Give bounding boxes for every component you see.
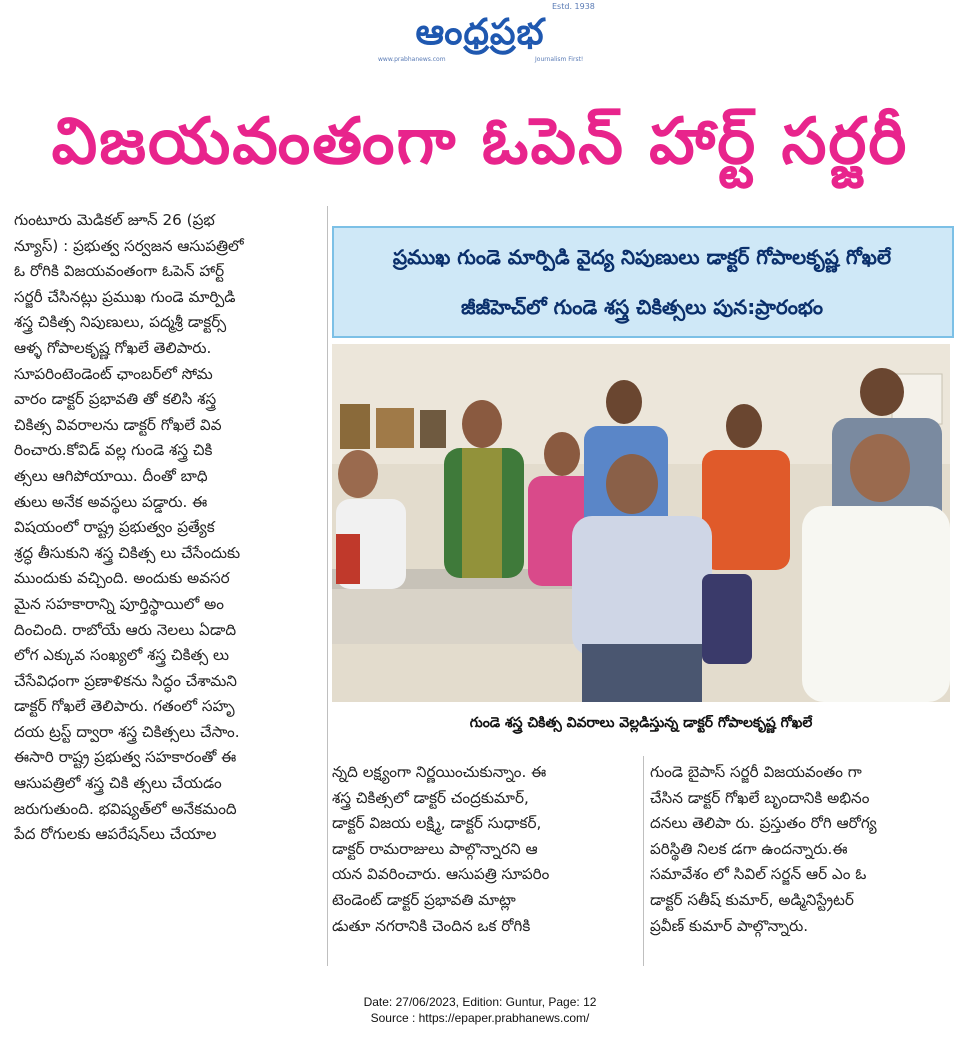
article-text-line: రించారు.కోవిడ్ వల్ల గుండె శస్త్ర చికి: [14, 441, 213, 460]
article-text-line: దనలు తెలిపా రు. ప్రస్తుతం రోగి ఆరోగ్య: [650, 814, 877, 833]
article-text-line: ఆళ్ళ గోపాలకృష్ణ గోఖలే తెలిపారు.: [14, 338, 212, 357]
article-text-line: శస్త్ర చికిత్స నిపుణులు, పద్మశ్రీ డాక్టర్స్: [14, 313, 227, 332]
photo-caption: గుండె శస్త్ర చికిత్స వివరాలు వెల్లడిస్తున్న డాక్టర్ గోపాలకృష్ణ గోఖలే: [469, 715, 813, 731]
photo-illustration: [332, 344, 950, 702]
article-text-line: శ్రద్ధ తీసుకుని శస్త్ర చికిత్స లు చేసేందుకు: [14, 543, 241, 562]
article-text-line: చేసిన డాక్టర్ గోఖలే బృందానికి అభినం: [650, 788, 870, 807]
article-text-line: డాక్టర్ రామరాజులు పాల్గొన్నారని ఆ: [332, 839, 538, 858]
column-divider: [643, 756, 644, 966]
article-text-line: న్నది లక్ష్యంగా నిర్ణయించుకున్నాం. ఈ: [332, 763, 547, 781]
subheading-1: ప్రముఖ గుండె మార్పిడి వైద్య నిపుణులు డాక్టర్ గోపాలకృష్ణ గోఖలే: [392, 245, 892, 269]
article-text-line: లోగ ఎక్కువ సంఖ్యలో శస్త్ర చికిత్స లు: [14, 646, 230, 665]
article-photo: [332, 344, 950, 702]
article-text-line: మైన సహకారాన్ని పూర్తిస్థాయిలో అం: [14, 594, 224, 613]
masthead: [0, 0, 960, 80]
article-text-line: ముందుకు వచ్చింది. అందుకు అవసర: [14, 569, 230, 588]
article-column-1: [14, 208, 324, 848]
article-column-3: [650, 760, 946, 939]
article-text-line: పరిస్థితి నిలక డగా ఉందన్నారు.ఈ: [650, 839, 848, 858]
footer-source: Source : https://epaper.prabhanews.com/: [370, 1011, 590, 1025]
article-text-line: దయ ట్రస్ట్ ద్వారా శస్త్ర చికిత్సలు చేసాం.: [14, 722, 240, 741]
article-text-line: శస్త్ర చికిత్సలో డాక్టర్ చంద్రకుమార్,: [332, 788, 529, 807]
article-text-line: దించింది. రాబోయే ఆరు నెలలు ఏడాది: [14, 620, 237, 639]
newspaper-logo: ఆంధ్రప్రభ: [415, 12, 545, 53]
article-text-line: గుంటూరు మెడికల్ జూన్ 26 (ప్రభ: [14, 211, 215, 229]
article-text-line: ఓ రోగికి విజయవంతంగా ఓపెన్ హార్ట్: [14, 262, 225, 281]
page-footer: [0, 994, 960, 1026]
article-text-line: ఆసుపత్రిలో శస్త్ర చికి త్సలు చేయడం: [14, 774, 222, 793]
logo-estd: Estd. 1938: [552, 2, 595, 11]
article-text-line: న్యూస్) : ప్రభుత్వ సర్వజన ఆసుపత్రిలో: [14, 236, 244, 255]
article-text-line: త్సలు ఆగిపోయాయి. దీంతో బాధి: [14, 466, 208, 485]
footer-date-edition: Date: 27/06/2023, Edition: Guntur, Page: 12: [363, 995, 597, 1009]
article-text-line: డాక్టర్ సతీష్ కుమార్, అడ్మినిస్ట్రేటర్: [650, 890, 854, 909]
subheading-box: [332, 226, 954, 338]
article-text-line: ప్రవీణ్ కుమార్ పాల్గొన్నారు.: [650, 916, 809, 935]
article-text-line: సమావేశం లో సివిల్ సర్జన్ ఆర్ ఎం ఓ: [650, 865, 867, 884]
article-headline: విజయవంతంగా ఓపెన్ హార్ట్ సర్జరీ: [51, 105, 909, 179]
article-text-line: టెండెంట్ డాక్టర్ ప్రభావతి మాట్లా: [332, 890, 516, 909]
article-text-line: జరుగుతుంది. భవిష్యత్‌లో అనేకమంది: [14, 799, 237, 818]
article-text-line: చికిత్స వివరాలను డాక్టర్ గోఖలే వివ: [14, 415, 222, 434]
article-text-line: ఈసారి రాష్ట్ర ప్రభుత్వ సహకారంతో ఈ: [14, 748, 237, 767]
article-text-line: సూపరింటెండెంట్ ఛాంబర్‌లో సోమ: [14, 364, 213, 383]
logo-url: www.prabhanews.com: [378, 56, 446, 63]
article-text-line: విషయంలో రాష్ట్ర ప్రభుత్వం ప్రత్యేక: [14, 518, 215, 537]
article-text-line: డుతూ నగరానికి చెందిన ఒక రోగికి: [332, 916, 531, 935]
article-text-line: సర్జరీ చేసినట్లు ప్రముఖ గుండె మార్పిడి: [14, 287, 236, 306]
article-text-line: డాక్టర్ గోఖలే తెలిపారు. గతంలో సహృ: [14, 697, 235, 716]
article-text-line: యన వివరించారు. ఆసుపత్రి సూపరిం: [332, 865, 550, 884]
article-column-2: [332, 760, 638, 939]
article-text-line: తులు అనేక అవస్థలు పడ్డారు. ఈ: [14, 492, 208, 511]
article-text-line: డాక్టర్ విజయ లక్ష్మి, డాక్టర్ సుధాకర్,: [332, 814, 542, 833]
article-text-line: గుండె బైపాస్ సర్జరీ విజయవంతం గా: [650, 763, 862, 781]
logo-tagline: Journalism First!: [535, 56, 584, 63]
article-text-line: పేద రోగులకు ఆపరేషన్‌లు చేయాల: [14, 825, 217, 844]
article-text-line: వారం డాక్టర్ ప్రభావతి తో కలిసి శస్త్ర: [14, 390, 217, 409]
article-text-line: చేసేవిధంగా ప్రణాళికను సిద్ధం చేశామని: [14, 671, 237, 690]
subheading-2: జీజీహెచ్‌లో గుండె శస్త్ర చికిత్సలు పున:ప్రారంభం: [461, 295, 823, 319]
column-divider: [327, 206, 328, 966]
